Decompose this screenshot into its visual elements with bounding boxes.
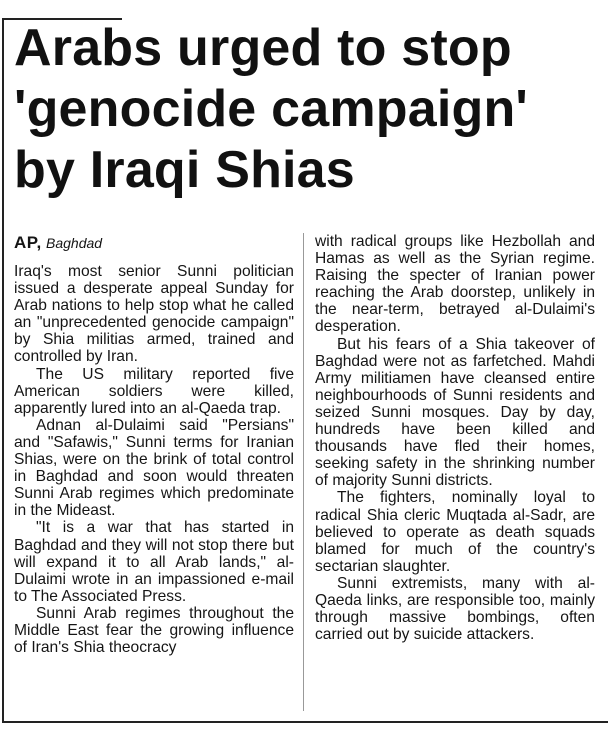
paragraph-right-4: Sunni extremists, many with al-Qaeda links, are responsible too, mainly through massive bombings, often carried out by suicide attackers. [315, 574, 595, 644]
clipping-border-left [2, 18, 4, 723]
clipping-border-bottom [2, 721, 608, 723]
paragraph-right-3: The fighters, nominally loyal to radical Shia cleric Muqtada al-Sadr, are believed to operate as death squads blamed for much of the country's sectarian slaughter. [315, 489, 595, 575]
article-column-right [315, 233, 595, 643]
column-divider [303, 233, 304, 711]
headline-line-3: by Iraqi Shias [14, 141, 355, 199]
byline [14, 233, 294, 263]
headline-line-2: 'genocide campaign' [14, 80, 528, 138]
byline-place: Baghdad [46, 235, 103, 251]
paragraph-left-4: "It is a war that has started in Baghdad and they will not stop there but will expand it to all Arab lands," al-Dulaimi wrote in an impassioned e-mail to The Associated Press. [14, 519, 294, 605]
article-column-left [14, 233, 294, 656]
paragraph-left-5: Sunni Arab regimes throughout the Middle East fear the growing influence of Iran's Shia theocracy [14, 604, 294, 657]
byline-agency: AP [14, 233, 37, 252]
paragraph-right-2: But his fears of a Shia takeover of Baghdad were not as farfetched. Mahdi Army militiamen have cleansed entire neighbourhoods of Sunni residents and seized Sunni mosques. Day by day, hundreds have been killed and thousands have fled their homes, seeking safety in the shrinking number of majority Sunni districts. [315, 335, 595, 490]
headline-line-1: Arabs urged to stop [14, 19, 512, 77]
paragraph-left-2: The US military reported five American soldiers were killed, apparently lured into an al-Qaeda trap. [14, 365, 294, 417]
article-headline [14, 18, 604, 201]
paragraph-left-1: Iraq's most senior Sunni politician issued a desperate appeal Sunday for Arab nations to help stop what he called an "unprecedented genocide campaign" by Shia militias armed, trained and controlled by Iran. [14, 263, 294, 366]
byline-separator: , [36, 233, 42, 252]
paragraph-right-1-continued: with radical groups like Hezbollah and Hamas as well as the Syrian regime. Raising the specter of Iranian power reaching the Arab doorstep, unlikely in the near-term, betrayed al-Dulaimi's desperation. [315, 233, 595, 336]
paragraph-left-3: Adnan al-Dulaimi said "Persians" and "Safawis," Sunni terms for Iranian Shias, were on the brink of total control in Baghdad and soon would threaten Sunni Arab regimes which predominate in the Mideast. [14, 416, 294, 520]
